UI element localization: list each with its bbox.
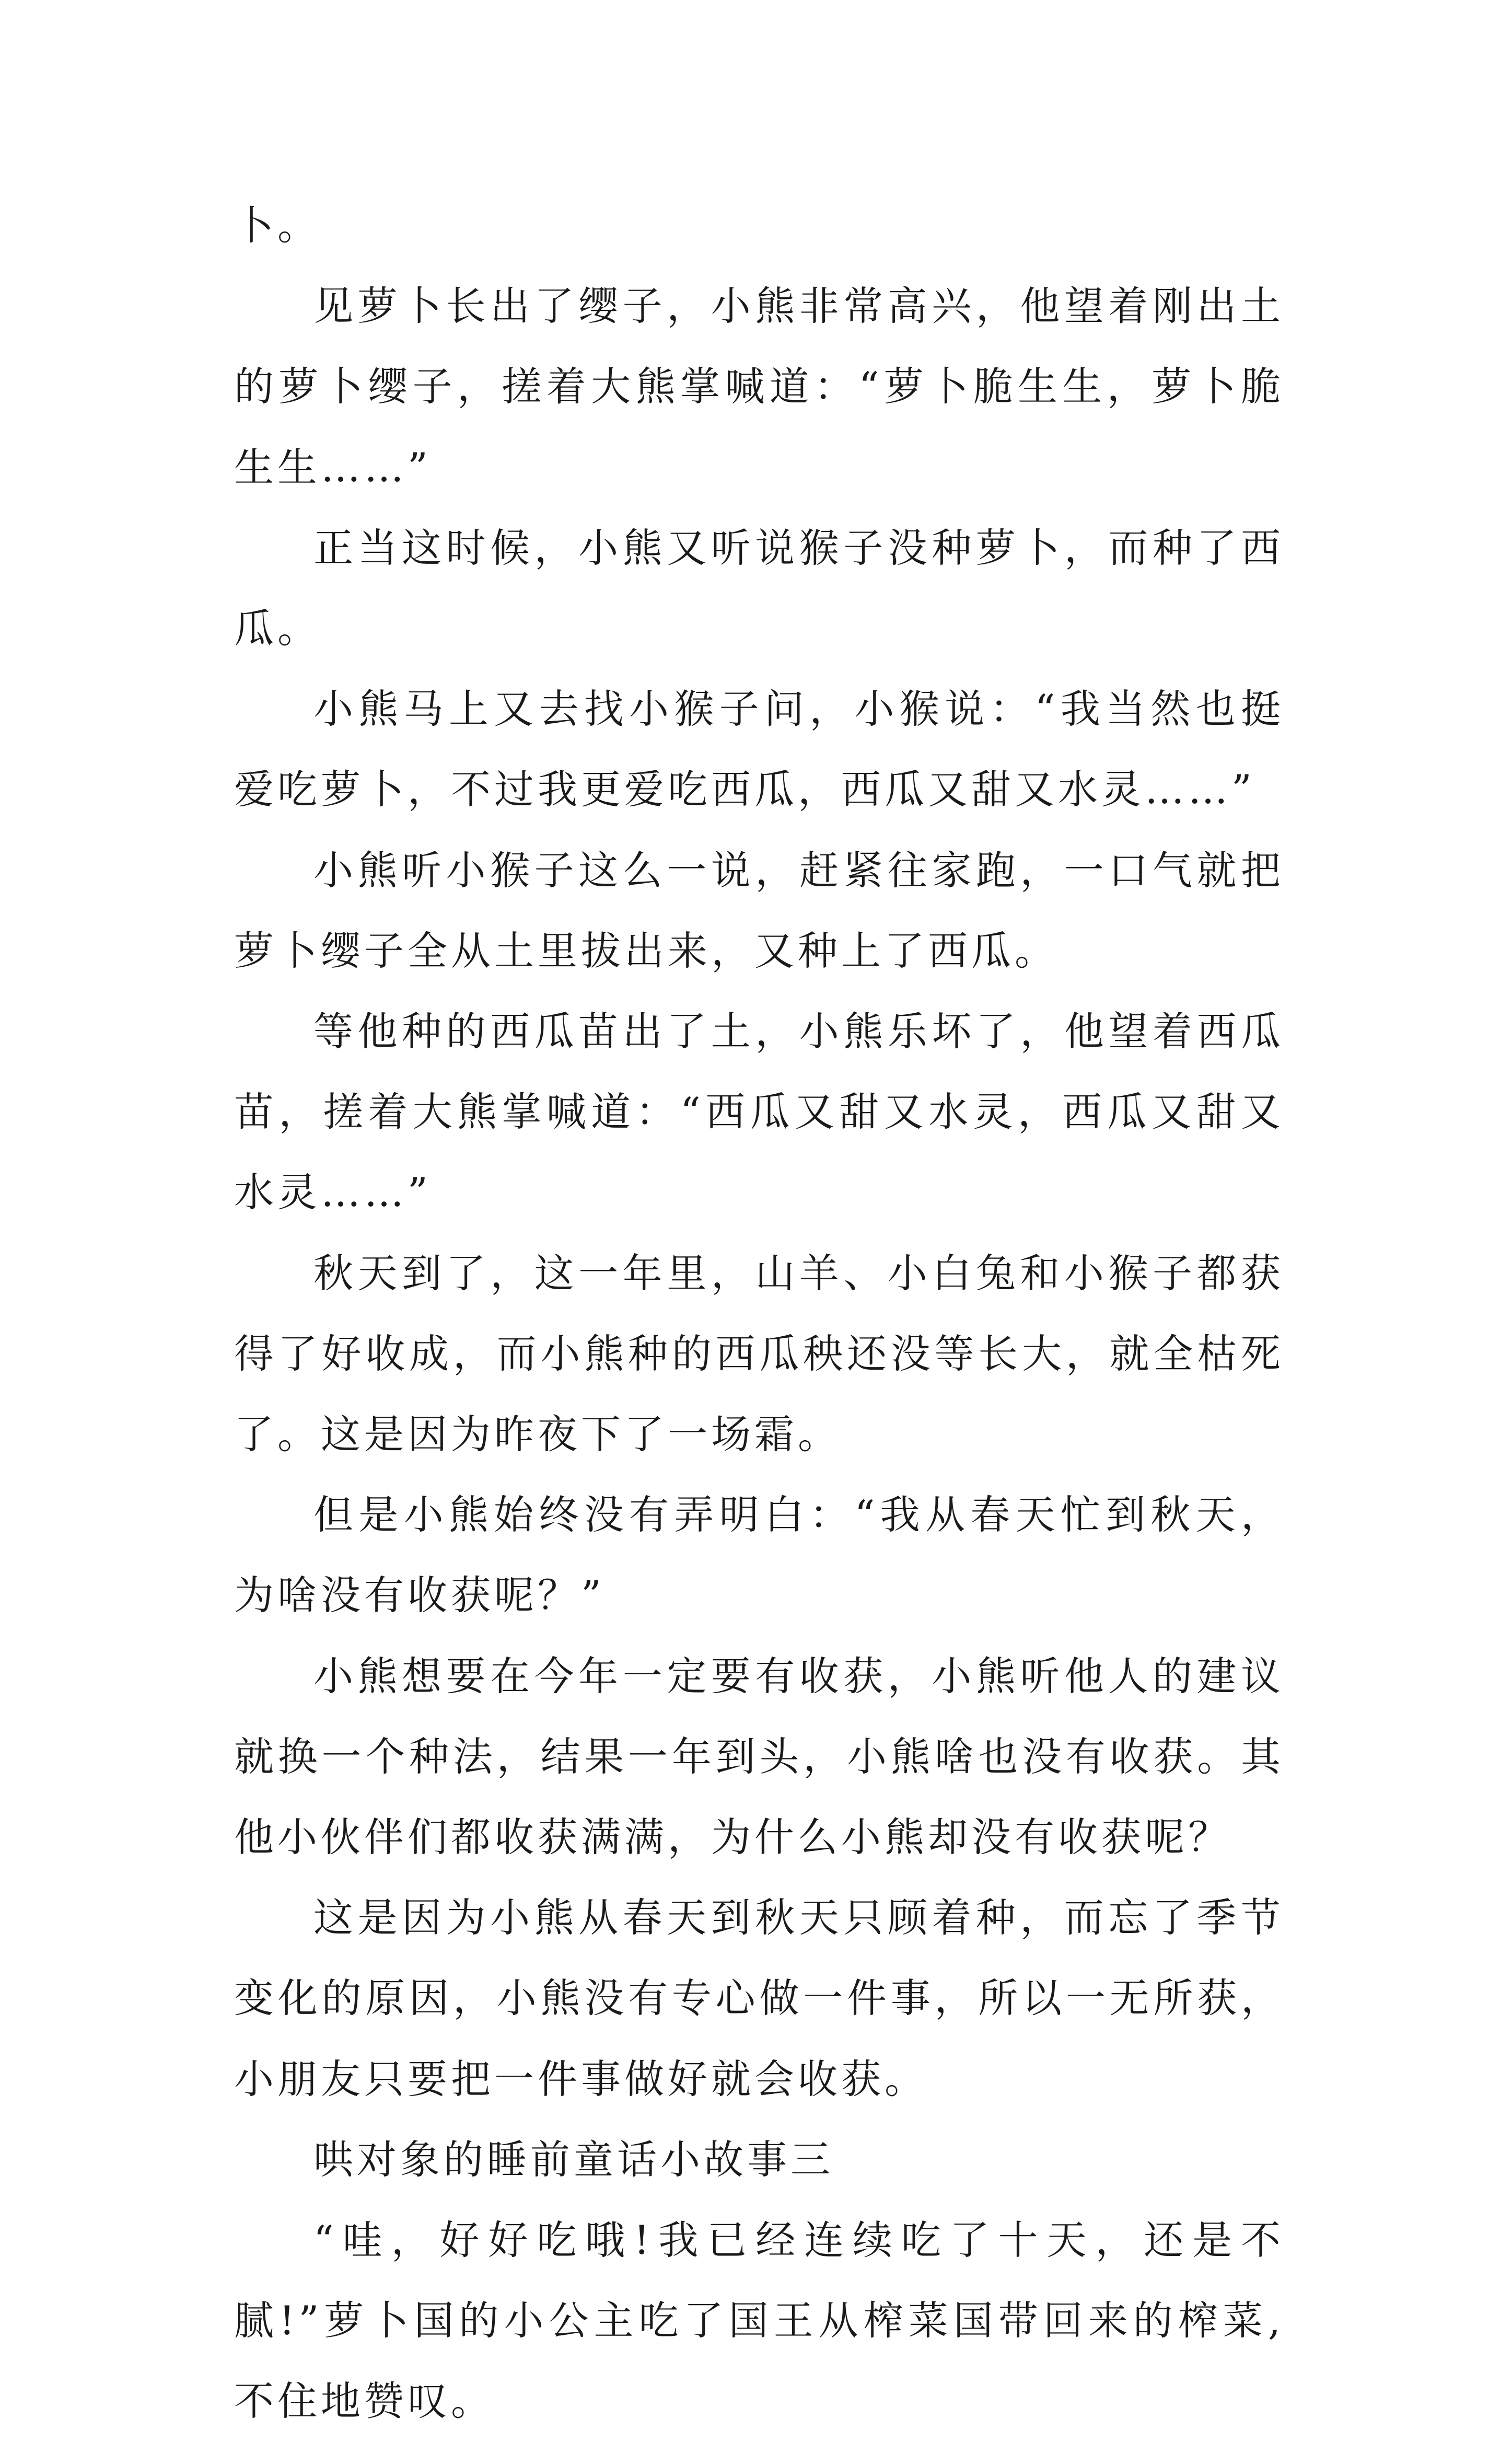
paragraph: 正当这时候，小熊又听说猴子没种萝卜，而种了西瓜。 [234,524,1284,652]
document-body [234,186,1284,2442]
paragraph: “哇，好好吃哦!我已经连续吃了十天，还是不腻!”萝卜国的小公主吃了国王从榨菜国带回来的榨菜,不住地赞叹。 [234,2217,1284,2425]
story-heading: 哄对象的睡前童话小故事三 [313,2136,834,2183]
paragraph: 小熊听小猴子这么一说，赶紧往家跑，一口气就把萝卜缨子全从土里拔出来，又种上了西瓜。 [234,847,1284,974]
paragraph: 秋天到了，这一年里，山羊、小白兔和小猴子都获得了好收成，而小熊种的西瓜秧还没等长大，就全枯死了。这是因为昨夜下了一场霜。 [234,1249,1284,1458]
paragraph: 这是因为小熊从春天到秋天只顾着种，而忘了季节变化的原因，小熊没有专心做一件事，所以一无所获，小朋友只要把一件事做好就会收获。 [234,1894,1284,2102]
paragraph: 小熊想要在今年一定要有收获，小熊听他人的建议就换一个种法，结果一年到头，小熊啥也没有收获。其他小伙伴们都收获满满，为什么小熊却没有收获呢？ [234,1652,1284,1861]
paragraph: 但是小熊始终没有弄明白：“我从春天忙到秋天，为啥没有收获呢？” [234,1491,1284,1619]
paragraph: 小熊马上又去找小猴子问，小猴说：“我当然也挺爱吃萝卜，不过我更爱吃西瓜，西瓜又甜又水灵……” [234,686,1284,813]
paragraph: 见萝卜长出了缨子，小熊非常高兴，他望着刚出土的萝卜缨子，搓着大熊掌喊道：“萝卜脆生生，萝卜脆生生……” [234,283,1284,491]
paragraph: 等他种的西瓜苗出了土，小熊乐坏了，他望着西瓜苗，搓着大熊掌喊道：“西瓜又甜又水灵，西瓜又甜又水灵……” [234,1008,1284,1216]
paragraph-fragment: 卜。 [234,202,321,249]
